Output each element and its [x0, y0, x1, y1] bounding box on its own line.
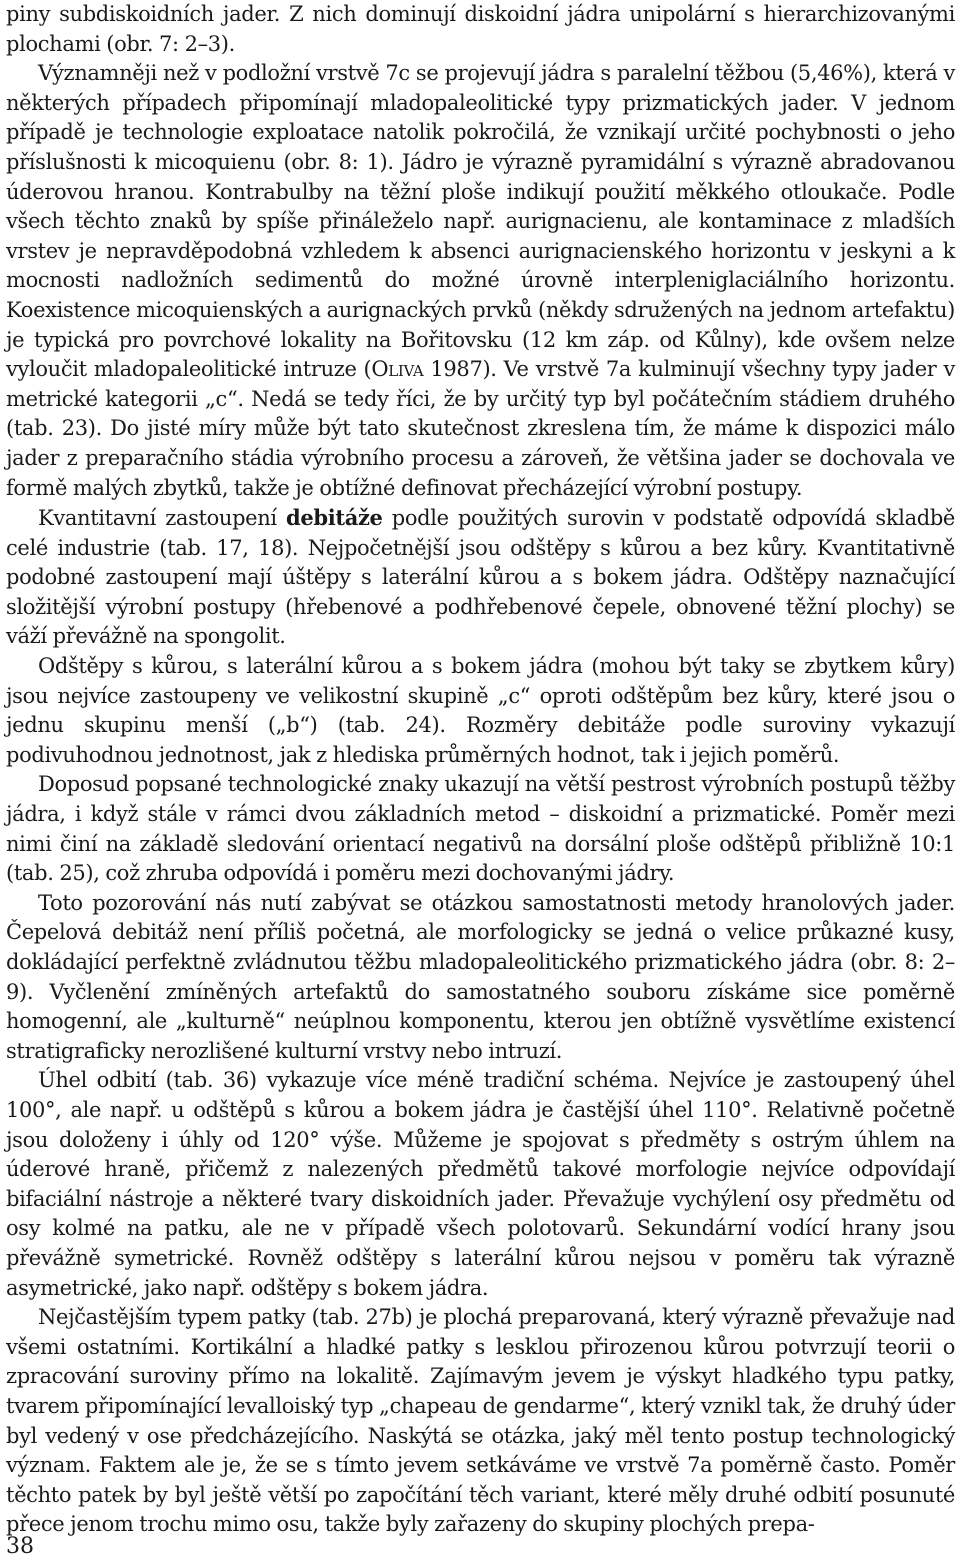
text-run: Úhel odbití (tab. 36) vykazuje více méně tradiční schéma. Nejvíce je zastoupený úhel 100°, ale např. u odštěpů s kůrou a bokem jádra je častější úhel 110°. Relativně početně jsou doloženy i úhly od 120° výše. Můžeme je spojovat s předměty s ostrým úhlem na úderové hraně, přičemž z nalezených předmětů takové morfologie nejvíce odpovídají bifaciální nástroje a některé tvary diskoidních jader. Převažuje vychýlení osy předmětu od osy kolmé na patku, ale ne v případě všech polotovarů. Sekundární vodící hrany jsou převážně symetrické. Rovněž odštěpy s laterální kůrou nejsou v poměru tak výrazně asymetrické, jako např. odštěpy s bokem jádra. — [6, 1068, 955, 1300]
text-run: piny subdiskoidních jader. Z nich dominují diskoidní jádra unipolární s hierarchizovanými plochami (obr. 7: 2–3). — [6, 2, 955, 56]
paragraph — [6, 503, 955, 652]
text-run: Nejčastějším typem patky (tab. 27b) je plochá preparovaná, který výrazně převažuje nad všemi ostatními. Kortikální a hladké patky s lesklou přirozenou kůrou potvrzují teorii o zpracování suroviny přímo na lokalitě. Zajímavým jevem je výskyt hladkého typu patky, tvarem připomínající levalloiský typ „chapeau de gendarme“, který vznikl tak, že druhý úder byl vedený v ose předcházejícího. Naskýtá se otázka, jaký měl tento postup technologický význam. Faktem ale je, že se s tímto jevem setkáváme ve vrstvě 7a poměrně často. Poměr těchto patek by byl ještě větší po započítání těch variant, které měly druhé odbití posunuté přece jenom trochu mimo osu, takže byly zařazeny do skupiny plochých prepa- — [6, 1305, 955, 1537]
paragraph — [6, 59, 955, 503]
paragraph — [6, 652, 955, 770]
text-run: Doposud popsané technologické znaky ukazují na větší pestrost výrobních postupů těžby jádra, i když stále v rámci dvou základních metod – diskoidní a prizmatické. Poměr mezi nimi činí na základě sledování orientací negativů na dorsální ploše odštěpů přibližně 10:1 (tab. 25), což zhruba odpovídá i poměru mezi dochovanými jádry. — [6, 772, 955, 886]
text-run: Kvantitavní zastoupení — [38, 506, 287, 531]
text-run: podle použitých surovin v podstatě odpovídá skladbě celé industrie (tab. 17, 18). Nejpočetnější jsou odštěpy s kůrou a bez kůry. Kvantitativně podobné zastoupení mají úštěpy s laterální kůrou a s bokem jádra. Odštěpy naznačující složitější výrobní postupy (hřebenové a podhřebenové čepele, obnovené těžní plochy) se váží převážně na spongolit. — [6, 506, 956, 649]
page-number: 38 — [6, 1534, 34, 1559]
paragraph — [6, 1303, 955, 1540]
text-run: Významněji než v podložní vrstvě 7c se projevují jádra s paralelní těžbou (5,46%), která v některých případech připomínají mladopaleolitické typy prizmatických jader. V jednom případě je technologie exploatace natolik pokročilá, že vznikají určité pochybnosti o jeho příslušnosti k micoquienu (obr. 8: 1). Jádro je výrazně pyramidální s výrazně abradovanou úderovou hranou. Kontrabulby na těžní ploše indikují použití měkkého otloukače. Podle všech těchto znaků by spíše přináleželo např. aurignacienu, ale kontaminace z mladších vrstev je nepravděpodobná vzhledem k absenci aurignacienského horizontu v jeskyni a k mocnosti nadložních sedimentů do možné úrovně interpleniglaciálního horizontu. Koexistence micoquienských a aurignackých prvků (někdy sdružených na jednom artefaktu) je typická pro povrchové lokality na Bořitovsku (12 km záp. od Kůlny), kde ovšem nelze vyloučit mladopaleolitické intruze ( — [6, 61, 955, 382]
body-text — [6, 0, 955, 1540]
bold-term: debitáže — [286, 505, 383, 531]
text-run: 1987). Ve vrstvě 7a kulminují všechny typy jader v metrické kategorii „c“. Nedá se tedy říci, že by určitý typ byl počátečním stádiem druhého (tab. 23). Do jisté míry může být tato skutečnost zkreslena tím, že máme k dispozici málo jader z preparačního stádia výrobního procesu a zároveň, že většina jader se dochovala ve formě malých zbytků, takže je obtížné definovat přecházející výrobní postupy. — [6, 357, 956, 500]
paragraph — [6, 770, 955, 888]
paragraph — [6, 1066, 955, 1303]
author-name: Oliva — [371, 357, 424, 382]
paragraph — [6, 0, 955, 59]
paragraph — [6, 889, 955, 1067]
text-run: Odštěpy s kůrou, s laterální kůrou a s bokem jádra (mohou být taky se zbytkem kůry) jsou nejvíce zastoupeny ve velikostní skupině „c“ oproti odštěpům bez kůry, které jsou o jednu skupinu menší („b“) (tab. 24). Rozměry debitáže podle suroviny vykazují podivuhodnou jednotnost, jak z hlediska průměrných hodnot, tak i jejich poměrů. — [6, 654, 955, 767]
text-run: Toto pozorování nás nutí zabývat se otázkou samostatnosti metody hranolových jader. Čepelová debitáž není příliš početná, ale morfologicky se jedná o velice průkazné kusy, dokládající perfektně zvládnutou těžbu mladopaleolitického prizmatického jádra (obr. 8: 2–9). Vyčlenění zmíněných artefaktů do samostatného souboru získáme sice poměrně homogenní, ale „kulturně“ neúplnou komponentu, kterou jen obtížně vysvětlíme existencí stratigraficky nerozlišené kulturní vrstvy nebo intruzí. — [6, 890, 955, 1063]
